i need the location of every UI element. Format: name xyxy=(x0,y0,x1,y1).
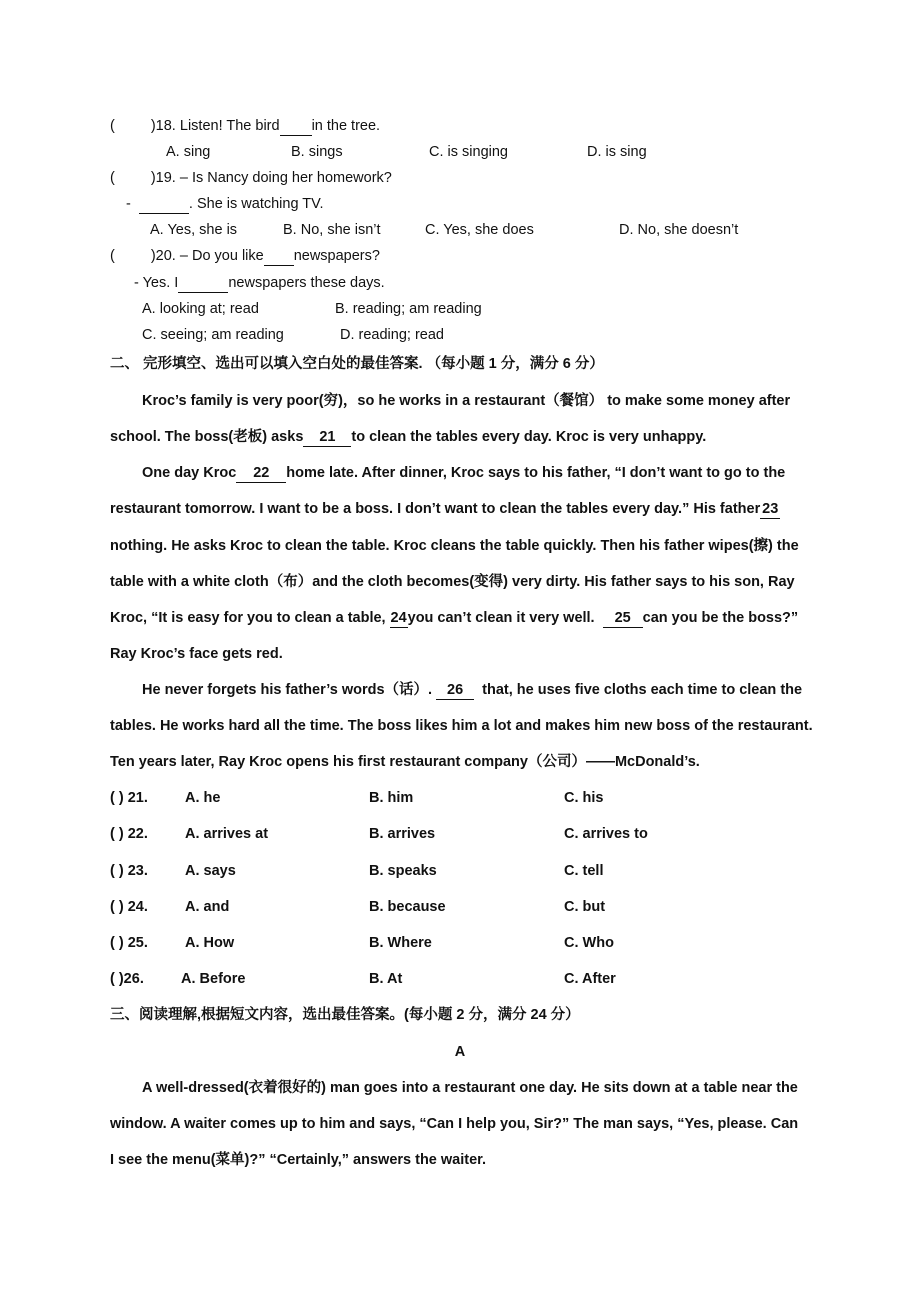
cloze-line xyxy=(110,499,780,519)
cloze-line xyxy=(110,608,798,628)
stem-part: in the tree. xyxy=(311,118,381,134)
cloze-line xyxy=(142,680,802,700)
cloze-text: you can’t clean it very well. xyxy=(407,610,595,626)
option-19b: B. No, she isn’t xyxy=(283,222,381,238)
answer-blank xyxy=(264,248,294,266)
cloze-question-number: ( ) 24. xyxy=(110,899,148,915)
section-2-heading: 二、 完形填空、选出可以填入空白处的最佳答案. （每小题 1 分，满分 6 分） xyxy=(110,356,604,372)
cloze-blank-24: 24 xyxy=(390,610,407,626)
cloze-blank-23: 23 xyxy=(762,501,779,517)
cloze-option-c: C. After xyxy=(564,971,616,987)
answer-blank xyxy=(178,275,228,293)
question-20-reply xyxy=(134,273,385,293)
cloze-option-b: B. Where xyxy=(369,935,432,951)
cloze-question-number: ( )26. xyxy=(110,971,144,987)
cloze-line xyxy=(110,427,706,447)
question-number: )20. xyxy=(150,248,176,264)
stem-part: newspapers? xyxy=(293,248,380,264)
cloze-question-number: ( ) 21. xyxy=(110,790,148,806)
passage-label: A xyxy=(454,1044,466,1060)
cloze-blank-26: 26 xyxy=(436,682,474,700)
cloze-option-b: B. At xyxy=(369,971,403,987)
cloze-line: nothing. He asks Kroc to clean the table. Kroc cleans the table quickly. Then his father wipes(擦) the xyxy=(110,538,799,554)
cloze-text: One day Kroc xyxy=(142,465,237,481)
answer-paren-open: ( xyxy=(110,170,115,186)
question-number: )19. xyxy=(150,170,176,186)
cloze-line xyxy=(142,463,785,483)
option-19a: A. Yes, she is xyxy=(150,222,238,238)
cloze-question-number: ( ) 25. xyxy=(110,935,148,951)
option-18d: D. is sing xyxy=(587,144,647,160)
cloze-text: to clean the tables every day. Kroc is very unhappy. xyxy=(351,429,707,445)
cloze-text: restaurant tomorrow. I want to be a boss. I don’t want to clean the tables every day.” His father xyxy=(110,501,761,517)
cloze-text: home late. After dinner, Kroc says to his father, “I don’t want to go to the xyxy=(286,465,786,481)
cloze-text: Kroc, “It is easy for you to clean a table, xyxy=(110,610,386,626)
cloze-question-number: ( ) 22. xyxy=(110,826,148,842)
answer-paren-open: ( xyxy=(110,248,115,264)
option-18a: A. sing xyxy=(166,144,211,160)
answer-paren-open: ( xyxy=(110,118,115,134)
cloze-option-c: C. his xyxy=(564,790,604,806)
question-number: )18. xyxy=(150,118,176,134)
cloze-text: school. The boss(老板) asks xyxy=(110,429,304,445)
cloze-option-c: C. Who xyxy=(564,935,614,951)
cloze-text: can you be the boss?” xyxy=(642,610,799,626)
cloze-option-c: C. but xyxy=(564,899,606,915)
stem-part: . She is watching TV. xyxy=(188,196,324,212)
cloze-option-b: B. speaks xyxy=(369,863,437,879)
cloze-option-a: A. Before xyxy=(181,971,246,987)
reading-line: I see the menu(菜单)?” “Certainly,” answers the waiter. xyxy=(110,1152,487,1168)
cloze-blank-21: 21 xyxy=(303,429,351,447)
cloze-line: Kroc’s family is very poor(穷)，so he works in a restaurant（餐馆） to make some money after xyxy=(142,393,791,409)
option-19c: C. Yes, she does xyxy=(425,222,534,238)
question-20 xyxy=(110,246,380,266)
reading-line: window. A waiter comes up to him and says, “Can I help you, Sir?” The man says, “Yes, please. Can xyxy=(110,1116,799,1132)
question-19 xyxy=(110,168,392,188)
cloze-text: He never forgets his father’s words（话）. xyxy=(142,682,433,698)
stem-part: – Do you like xyxy=(179,248,264,264)
cloze-option-a: A. arrives at xyxy=(185,826,269,842)
cloze-line: Ray Kroc’s face gets red. xyxy=(110,646,283,662)
option-18c: C. is singing xyxy=(429,144,508,160)
cloze-option-b: B. him xyxy=(369,790,414,806)
cloze-option-b: B. arrives xyxy=(369,826,436,842)
option-18b: B. sings xyxy=(291,144,343,160)
option-20d: D. reading; read xyxy=(340,327,444,343)
cloze-option-a: A. How xyxy=(185,935,235,951)
cloze-line: Ten years later, Ray Kroc opens his first restaurant company（公司）——McDonald’s. xyxy=(110,754,700,770)
cloze-option-a: A. and xyxy=(185,899,230,915)
cloze-option-a: A. says xyxy=(185,863,236,879)
cloze-option-c: C. arrives to xyxy=(564,826,648,842)
cloze-option-c: C. tell xyxy=(564,863,604,879)
option-20a: A. looking at; read xyxy=(142,301,259,317)
cloze-option-a: A. he xyxy=(185,790,221,806)
option-19d: D. No, she doesn’t xyxy=(619,222,739,238)
option-20b: B. reading; am reading xyxy=(335,301,482,317)
question-18 xyxy=(110,116,380,136)
question-19-reply xyxy=(126,194,324,214)
stem-part: - Yes. I xyxy=(134,275,179,291)
dialogue-dash: - xyxy=(126,196,131,212)
option-20c: C. seeing; am reading xyxy=(142,327,284,343)
cloze-line: table with a white cloth（布）and the cloth becomes(变得) very dirty. His father says to his son, Ray xyxy=(110,574,795,590)
stem-part: newspapers these days. xyxy=(228,275,385,291)
cloze-text: that, he uses five cloths each time to clean the xyxy=(482,682,803,698)
cloze-blank-22: 22 xyxy=(236,465,286,483)
stem-part: – Is Nancy doing her homework? xyxy=(179,170,392,186)
section-3-heading: 三、阅读理解,根据短文内容，选出最佳答案。(每小题 2 分，满分 24 分） xyxy=(110,1007,580,1023)
stem-part: Listen! The bird xyxy=(179,118,280,134)
cloze-option-b: B. because xyxy=(369,899,446,915)
reading-line: A well-dressed(衣着很好的) man goes into a restaurant one day. He sits down at a table near the xyxy=(142,1080,798,1096)
cloze-line: tables. He works hard all the time. The boss likes him a lot and makes him new boss of the restaurant. xyxy=(110,718,813,734)
answer-blank xyxy=(280,118,312,136)
cloze-question-number: ( ) 23. xyxy=(110,863,148,879)
cloze-blank-25: 25 xyxy=(603,610,643,628)
answer-blank xyxy=(139,196,189,214)
